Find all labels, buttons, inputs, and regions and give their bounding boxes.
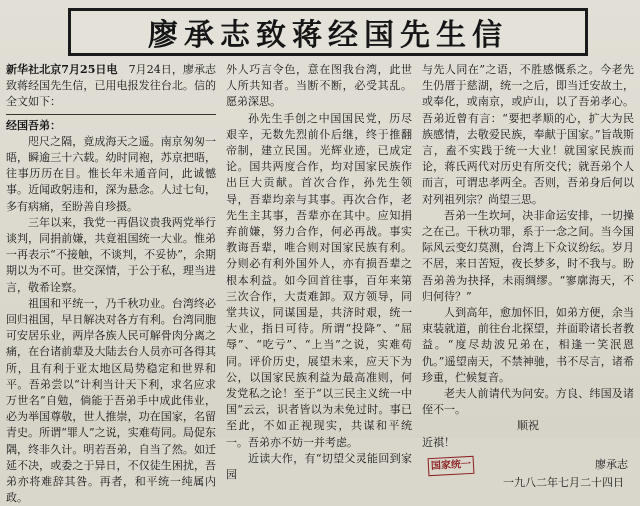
seal-stamp: 国家统一 xyxy=(428,456,475,477)
paragraph: 咫尺之隔，竟成海天之遥。南京匆匆一晤，瞬逾三十六载。幼时同袍，苏京把晤，往事历历在目。惟长年未通音问，此诚憾事。近闻政躬违和，深为悬念。人过七旬，多有病痛，至盼善自珍摄。 xyxy=(6,134,216,213)
letter-date: 一九八二年七月二十四日 xyxy=(503,476,624,490)
paragraph: 吾弟一生坎坷，决非命运安排，一切操之在己。干秋功罪，系于一念之间。当今国际风云变幻莫测，台湾上下众议纷纭。岁月不居，来日苦短，夜长梦多，时不我与。盼吾弟善为抉择，未雨绸缪。“寥廓海天，不归何待？” xyxy=(422,208,634,303)
column-3 xyxy=(422,62,634,490)
dateline: 新华社北京7月25日电 xyxy=(6,63,118,76)
paragraph: 三年以来，我党一再倡议贵我两党举行谈判，同捐前嫌，共竟祖国统一大业。惟弟一再表示“不接触，不谈判，不妥协”，余期期以为不可。世交深情，于公于私，理当进言，敬希诠察。 xyxy=(6,215,216,294)
divider xyxy=(6,114,216,115)
closing-2: 近祺！ xyxy=(422,435,455,449)
column-1 xyxy=(6,62,217,505)
paragraph: 孙先生手创之中国国民党，历尽艰辛，无数先烈前仆后继，终于推翻帝制，建立民国。光辉业迹，已成定论。国共两度合作，均对国家民族作出巨大贡献。首次合作，孙先生领导，吾辈均亲与其事。再次合作，老先生主其事，吾辈亦在其中。应知捐弃前嫌，努力合作，何必再战。事实教诲吾辈，唯合则对国家民族有利。分则必有利外国外人，亦有损吾辈之根本利益。如今回首往事，百年来第三次合作，大责难卸。双方领导，同堂共议，同谋国是，共济时艰，统一大业，指日可待。所谓“投降”、“屈辱”、“吃亏”、“上当”之说，实难苟同。评价历史，展望未来，应天下为公，以国家民族利益为最高准则，何发党私之论！至于“以三民主义统一中国“云云，识者皆以为未免过时。事已至此，不如正视现实，共谋和平统一。吾弟亦不妨一并考虑。 xyxy=(226,111,412,449)
lead-text: 7月24日，廖承志致蒋经国先生信，已用电报发往台北。信的全文如下： xyxy=(6,63,217,109)
headline: 廖承志致蒋经国先生信 xyxy=(148,18,508,53)
closing: 顺祝 xyxy=(517,419,539,433)
signer: 廖承志 xyxy=(595,457,628,471)
headline-box xyxy=(68,8,588,56)
column-2 xyxy=(226,62,412,482)
lead-paragraph xyxy=(6,62,216,111)
paragraph: 外人巧言令色，意在图我台湾，此世人所共知者。当断不断，必受其乱。愿弟深思。 xyxy=(226,63,412,109)
paragraph: 人到高年，愈加怀旧，如弟方便，余当束装就道，前往台北探望，并面聆诸长者教益。“度尽劫波兄弟在，相逢一笑泯恩仇。”遥望南天，不禁神驰，书不尽言，诸希珍重，伫候复音。 xyxy=(422,306,634,384)
salutation: 经国吾弟： xyxy=(6,118,61,132)
signature-row xyxy=(422,457,634,475)
paragraph: 祖国和平统一，乃千秋功业。台湾终必回归祖国，早日解决对各方有利。台湾同胞可安居乐业，两岸各族人民可解骨肉分离之痛，在台诸前辈及大陆去台人员亦可各得其所，且有利于亚太地区局势稳定和世界和平。吾弟尝以“计利当计天下利，求名应求万世名”自勉，倘能于吾弟手中成此伟业，必为举国尊敬，世人推崇，功在国家，名留青史。所谓“罪人”之说，实难苟同。局促东隅，终非久计。明若吾弟，自当了然。如迁延不决，或委之于异日，不仅徒生困扰，吾弟亦将难辞其咎。再者，和平统一纯属内政。 xyxy=(6,296,216,505)
paragraph: 老夫人前请代为问安。方良、纬国及诸侄不一。 xyxy=(422,387,634,417)
paragraph: 与先人同在”之语，不胜感慨系之。今老先生仍厝于慈湖，统一之后，即当迁安故土，或奉化，或南京，或庐山，以了吾弟孝心。吾弟近曾有言：“要把孝顺的心，扩大为民族感情，去敬爱民族，奉献于国家。”旨哉斯言，盍不实践于统一大业！就国家民族而论，蒋氏两代对历史有所交代；就吾弟个人而言，可谓忠孝两全。否则，吾弟身后何以对列祖列宗？尚望三思。 xyxy=(422,63,634,206)
paragraph: 近读大作，有“切望父灵能回到家园 xyxy=(226,451,412,482)
